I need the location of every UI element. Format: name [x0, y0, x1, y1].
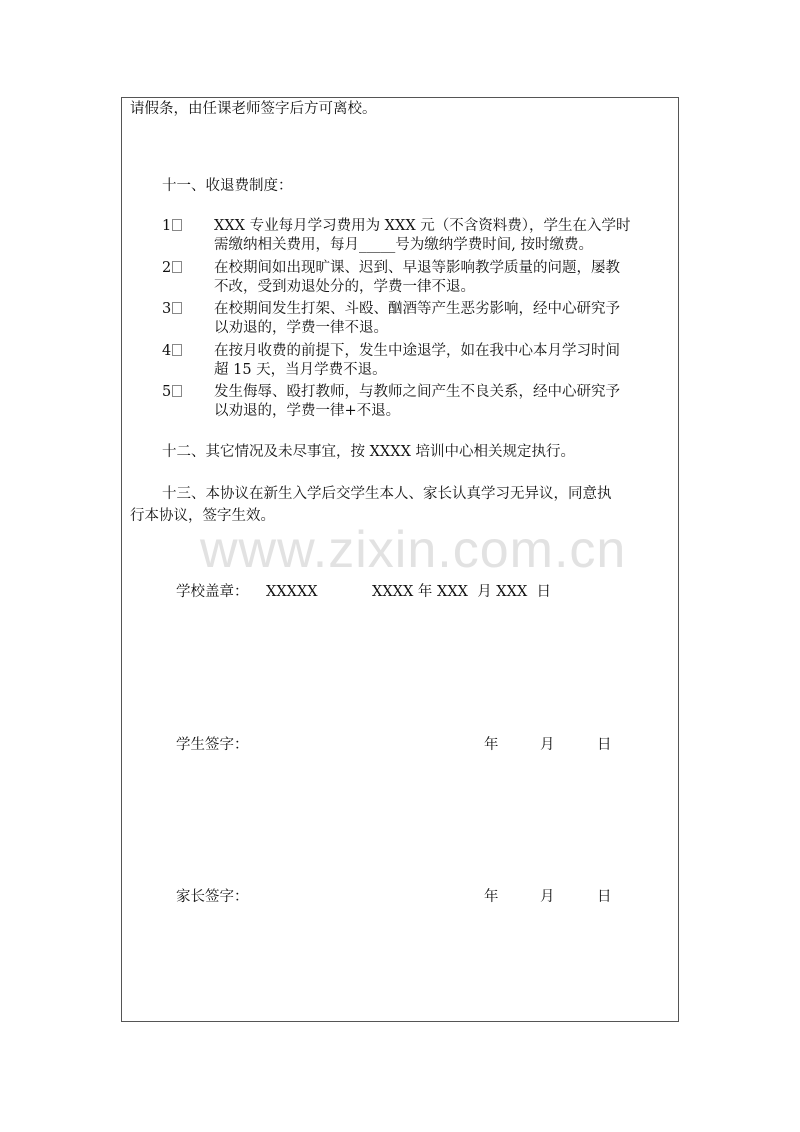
checkbox-glyph-icon [172, 385, 182, 397]
item-line: 在按月收费的前提下，发生中途退学，如在我中心本月学习时间 [214, 343, 620, 359]
item-line: 发生侮辱、殴打教师，与教师之间产生不良关系，经中心研究予 [214, 384, 620, 400]
item-line: 在校期间发生打架、斗殴、酗酒等产生恶劣影响，经中心研究予 [214, 301, 620, 317]
checkbox-glyph-icon [172, 344, 182, 356]
intro-line: 请假条，由任课老师签字后方可离校。 [130, 101, 377, 117]
parent-sign-label: 家长签字： [176, 889, 249, 905]
section-13-line: 行本协议，签字生效。 [130, 508, 275, 524]
parent-sign-year: 年 [484, 889, 499, 905]
watermark: www.zixin.com.cn [200, 521, 627, 579]
item-number: 1 [162, 218, 172, 234]
item-number: 2 [162, 260, 172, 276]
section-13-line: 十三、本协议在新生入学后交学生本人、家长认真学习无异议，同意执 [162, 486, 612, 502]
student-sign-month: 月 [540, 737, 555, 753]
item-line: 以劝退的，学费一律不退。 [214, 320, 388, 336]
item-number: 3 [162, 301, 172, 317]
checkbox-glyph-icon [172, 261, 182, 273]
school-seal-date: XXXX 年 XXX 月 XXX 日 [372, 584, 551, 600]
school-seal-label: 学校盖章： [176, 584, 249, 600]
section-12: 十二、其它情况及未尽事宜，按 XXXX 培训中心相关规定执行。 [162, 444, 576, 460]
student-sign-label: 学生签字： [176, 737, 249, 753]
item-line: 超 15 天，当月学费不退。 [214, 362, 387, 378]
item-number: 5 [162, 384, 172, 400]
item-line: 以劝退的，学费一律+不退。 [214, 403, 401, 419]
item-number: 4 [162, 343, 172, 359]
parent-sign-month: 月 [540, 889, 555, 905]
checkbox-glyph-icon [172, 302, 182, 314]
school-seal-value: XXXXX [266, 584, 318, 600]
section-11-heading: 十一、收退费制度： [162, 178, 293, 194]
parent-sign-day: 日 [597, 889, 612, 905]
student-sign-year: 年 [484, 737, 499, 753]
item-line: 不改，受到劝退处分的，学费一律不退。 [214, 279, 475, 295]
student-sign-day: 日 [597, 737, 612, 753]
item-line: 在校期间如出现旷课、迟到、早退等影响教学质量的问题，屡教 [214, 260, 620, 276]
checkbox-glyph-icon [172, 219, 182, 231]
item-line: XXX 专业每月学习费用为 XXX 元（不含资料费），学生在入学时 [214, 218, 631, 234]
item-line: 需缴纳相关费用，每月_____号为缴纳学费时间, 按时缴费。 [214, 237, 593, 253]
